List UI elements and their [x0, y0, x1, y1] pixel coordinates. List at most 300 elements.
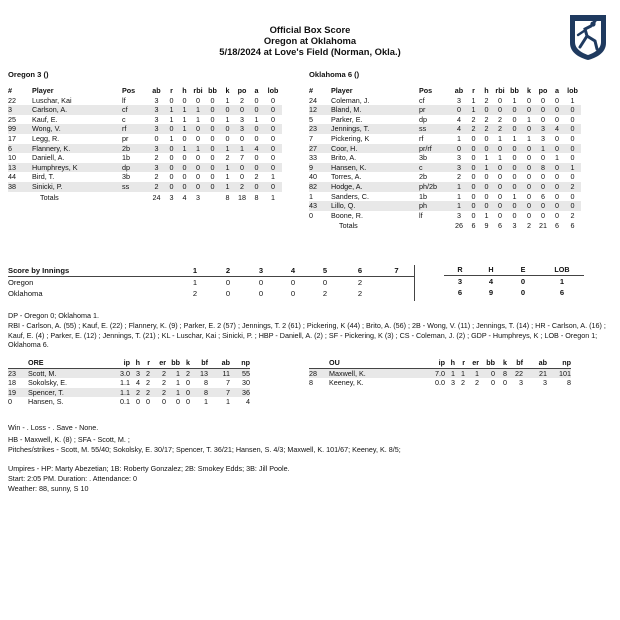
batter-cell: 0 — [451, 105, 467, 115]
batter-cell: 7 — [240, 153, 244, 163]
pitcher-cell: 1 — [455, 368, 465, 378]
column-header: Pos — [419, 86, 433, 95]
batter-cell: 0 — [165, 144, 178, 154]
totals-cell: 3 — [196, 192, 200, 202]
batter-cell: Carlson, A. — [32, 105, 122, 115]
inning-runs — [378, 277, 415, 289]
batter-cell: 0 — [220, 124, 235, 134]
batter-cell: 2 — [457, 172, 461, 182]
batter-cell: 0 — [570, 133, 575, 143]
batter-cell: lf — [122, 95, 126, 105]
batter-cell: 1 — [191, 105, 205, 115]
column-header: po — [237, 86, 247, 95]
batter-cell: 82 — [309, 182, 331, 192]
batter-row — [309, 211, 581, 221]
batter-cell: 0 — [254, 153, 259, 163]
batter-cell: 0 — [225, 133, 230, 143]
batter-cell: Bland, M. — [331, 105, 419, 115]
batter-cell: 44 — [8, 172, 16, 182]
batter-cell: Lillo, Q. — [331, 201, 419, 211]
column-header: # — [8, 86, 12, 95]
batter-cell: 1 — [271, 172, 275, 182]
rhe-value: 9 — [488, 287, 494, 297]
pitcher-row — [8, 368, 250, 378]
batter-cell: 0 — [254, 95, 259, 105]
batter-cell: 1 — [225, 172, 230, 182]
column-header: h — [484, 86, 489, 95]
pitching-team: OU — [329, 358, 415, 368]
batter-cell: 0 — [249, 105, 264, 115]
innings-team: Oregon — [8, 278, 34, 287]
batter-cell: 1 — [254, 114, 259, 124]
totals-cell: 18 — [238, 192, 246, 202]
totals-cell: 3 — [169, 192, 174, 202]
pitcher-cell: 13 — [190, 368, 208, 378]
batter-cell: 23 — [309, 124, 331, 134]
batter-cell: 0 — [564, 124, 581, 134]
column-header: k — [527, 86, 531, 95]
batter-cell: 2 — [235, 182, 249, 192]
batter-cell: 0 — [541, 172, 545, 182]
pitcher-cell: 0.0 — [435, 378, 445, 388]
pitcher-cell: 0 — [491, 378, 495, 388]
batter-cell: 1 — [220, 163, 235, 173]
umpires-line: Umpires - HP: Marty Abezetian; 1B: Roberty Gonzalez; 2B: Smokey Edds; 3B: Jill Poole. — [8, 464, 290, 473]
batter-cell: 3 — [148, 163, 165, 173]
header-title: Official Box Score — [269, 24, 351, 35]
batter-cell: Boone, R. — [331, 210, 363, 220]
batter-cell: 0 — [484, 133, 489, 143]
column-header: bb — [208, 86, 217, 95]
batter-cell: 0 — [165, 163, 178, 173]
batter-cell: 10 — [8, 153, 16, 163]
batter-cell: pr — [122, 133, 129, 143]
batter-cell: 2 — [564, 182, 581, 192]
batter-cell: 1 — [309, 191, 313, 201]
batter-cell: 1 — [484, 210, 489, 220]
batter-cell: 2 — [467, 124, 480, 134]
home-batting-header — [309, 86, 581, 96]
batter-cell: 0 — [522, 105, 536, 115]
batter-cell: 0 — [550, 182, 564, 192]
batter-cell: 1 — [225, 95, 230, 105]
batter-cell: Wong, V. — [32, 124, 122, 134]
batter-cell: 0 — [467, 163, 480, 173]
inning-runs: 0 — [225, 289, 231, 298]
batter-cell: Parker, E. — [331, 114, 363, 124]
batter-cell: 2 — [480, 124, 493, 134]
column-header: rbi — [193, 86, 203, 95]
batter-cell: 0 — [178, 163, 191, 173]
batter-cell: 0 — [541, 95, 545, 105]
batter-cell: 0 — [309, 210, 313, 220]
batter-cell: 0 — [249, 124, 264, 134]
batter-cell: 3 — [154, 114, 159, 124]
pitcher-cell: 2 — [162, 378, 166, 388]
batter-cell: 12 — [309, 105, 331, 115]
batter-row — [309, 96, 581, 106]
pitcher-row — [8, 388, 250, 398]
batter-cell: 2 — [498, 114, 502, 124]
batter-cell: dp — [122, 163, 148, 173]
batter-cell: 1 — [169, 133, 174, 143]
pitcher-row — [8, 378, 250, 388]
rhe-row — [444, 275, 584, 287]
pitcher-cell: Hansen, S. — [28, 397, 64, 407]
batter-cell: 0 — [507, 144, 522, 154]
column-header: rbi — [495, 86, 505, 95]
batter-cell: 2 — [484, 114, 489, 124]
batter-cell: Jennings, T. — [331, 124, 419, 134]
batter-cell: 0 — [178, 182, 191, 192]
batter-cell: 2b — [419, 172, 427, 182]
pitcher-cell: 3.0 — [114, 368, 130, 378]
batter-row — [309, 115, 581, 125]
innings-row — [8, 288, 415, 299]
batter-row — [309, 144, 581, 154]
home-team-title: Oklahoma 6 () — [309, 70, 360, 79]
batter-cell: Coleman, J. — [331, 95, 370, 105]
batter-cell: 1 — [451, 201, 467, 211]
batter-cell: 0 — [471, 133, 476, 143]
home-pitching-header — [309, 358, 571, 368]
pitching-column: er — [150, 358, 166, 368]
batter-cell: 1 — [457, 133, 461, 143]
column-header: # — [309, 86, 313, 95]
pitching-team: ORE — [28, 358, 114, 368]
batter-cell: 3 — [240, 114, 244, 124]
batter-cell: 0 — [205, 144, 220, 154]
pitching-column: er — [465, 358, 479, 368]
batter-cell: 43 — [309, 201, 331, 211]
pitcher-cell: 0 — [176, 397, 180, 407]
batter-cell: 0 — [471, 191, 476, 201]
batter-cell: 1 — [512, 95, 517, 105]
batter-cell: Flannery, K. — [32, 144, 122, 154]
batter-cell: 0 — [555, 210, 559, 220]
batter-row — [8, 115, 282, 125]
column-header: ab — [454, 86, 464, 95]
pitcher-cell: 0 — [503, 378, 507, 388]
pitcher-cell: 28 — [309, 368, 329, 378]
pitcher-cell: 1 — [204, 397, 208, 407]
batter-cell: 0 — [507, 163, 522, 173]
batter-cell: ph/2b — [419, 182, 451, 192]
batting-notes: RBI - Carlson, A. (55) ; Kauf, E. (22) ; Flannery, K. (9) ; Parker, E. 2 (57) ; Jennings, T. 2 (61) ; Pickering, K (44) ; Brito, A. (56) ; 2B - Wong, V. (11) ; Jennings, T. (14) ; HR - Carlson, A. (16) ; Kauf, E. (4) ; Parker, E. (12) ; Jennings, T. (21) ; KL - Luschar, Kai ; Sinicki, P. ; HBP - Daniell, A. (2) ; SF - Pickering, K (3) ; CS - Coleman, J. (2) ; GDP - Humphreys, K ; LOB - Oregon 1; Oklahoma 6. — [8, 321, 606, 350]
pitcher-cell: 3 — [451, 378, 455, 388]
batter-row — [309, 172, 581, 182]
batter-cell: pr — [419, 105, 451, 115]
score-by-innings-table — [8, 265, 415, 299]
batter-cell: 0 — [536, 105, 550, 115]
batter-cell: 0 — [210, 153, 215, 163]
batter-cell: 0 — [169, 153, 174, 163]
batter-cell: 38 — [8, 182, 32, 192]
column-header: lob — [567, 86, 578, 95]
inning-runs: 0 — [322, 278, 328, 287]
batter-cell: 1 — [512, 133, 517, 143]
batter-cell: lf — [419, 210, 423, 220]
batter-cell: 1 — [467, 105, 480, 115]
rhe-value: 6 — [559, 287, 565, 297]
rhe-value: 4 — [488, 276, 494, 286]
batter-cell: 0 — [240, 133, 244, 143]
batter-cell: 0 — [522, 163, 536, 173]
totals-cell: 9 — [484, 221, 489, 231]
batter-cell: 1b — [122, 153, 130, 163]
batter-cell: 0 — [467, 201, 480, 211]
pitcher-cell: 1 — [176, 378, 180, 388]
totals-cell: 4 — [182, 192, 187, 202]
pitching-column: ab — [208, 358, 230, 368]
batter-cell: 3 — [154, 95, 159, 105]
batter-cell: 17 — [8, 133, 16, 143]
batter-cell: 0 — [541, 114, 545, 124]
batter-cell: ph — [419, 201, 451, 211]
inning-runs — [378, 288, 415, 299]
batter-cell: 0 — [498, 95, 502, 105]
inning-runs: 1 — [192, 278, 198, 287]
pitcher-cell: 11 — [208, 368, 230, 378]
pitcher-cell: 1.1 — [114, 388, 130, 398]
batter-cell: 0 — [507, 124, 522, 134]
pitcher-cell: 1 — [226, 397, 230, 407]
pitcher-cell: 0 — [162, 397, 166, 407]
weather-line: Weather: 88, sunny, S 10 — [8, 484, 89, 493]
totals-cell: 6 — [471, 221, 476, 231]
column-header: ab — [152, 86, 161, 95]
decisions-line: Win - . Loss - . Save - None. — [8, 423, 99, 432]
batter-cell: 2 — [484, 95, 489, 105]
batter-cell: 2 — [154, 153, 159, 163]
innings-divider — [414, 265, 415, 301]
header-matchup: Oregon at Oklahoma — [263, 35, 357, 46]
batter-cell: 0 — [536, 182, 550, 192]
pitcher-cell: 3 — [519, 378, 523, 388]
batter-cell: 3 — [148, 124, 165, 134]
batter-cell: 2 — [154, 172, 159, 182]
totals-cell — [309, 220, 331, 231]
batter-cell: 0 — [527, 95, 531, 105]
batter-row — [8, 153, 282, 163]
batter-cell: 0 — [527, 210, 531, 220]
batter-cell: 1b — [419, 191, 427, 201]
batter-cell: 3 — [457, 95, 461, 105]
rhe-column: LOB — [540, 265, 584, 275]
pitching-column: np — [547, 358, 571, 368]
pitcher-cell: 19 — [8, 388, 28, 398]
batter-cell: 0 — [493, 182, 507, 192]
pitcher-cell: 0 — [146, 397, 150, 407]
home-pitching-table — [309, 358, 571, 388]
batter-cell: Sanders, C. — [331, 191, 369, 201]
batter-row — [8, 163, 282, 173]
batter-cell: 0 — [493, 144, 507, 154]
batter-cell: 0 — [210, 114, 215, 124]
pitcher-cell: 8 — [190, 388, 208, 398]
batter-cell: 1 — [527, 133, 531, 143]
pitcher-cell: 2 — [130, 388, 140, 398]
batter-cell: 0 — [527, 153, 531, 163]
totals-cell — [205, 192, 220, 203]
blank-header — [309, 358, 329, 368]
pitcher-cell: 1 — [166, 368, 180, 378]
batter-row — [8, 105, 282, 115]
batter-cell: 0 — [235, 105, 249, 115]
batter-cell: c — [122, 114, 126, 124]
pitcher-cell: 22 — [507, 368, 523, 378]
pitching-column: r — [455, 358, 465, 368]
pitcher-cell: 8 — [204, 378, 208, 388]
totals-cell: Totals — [339, 221, 358, 231]
batter-cell: 3 — [457, 210, 461, 220]
batter-cell: 24 — [309, 95, 317, 105]
batter-cell: 33 — [309, 153, 317, 163]
batter-cell: 0 — [196, 95, 200, 105]
batter-row — [309, 105, 581, 115]
pitcher-cell: 101 — [547, 368, 571, 378]
pitching-column: bb — [166, 358, 180, 368]
batter-cell: 0 — [555, 191, 559, 201]
rhe-column: R — [444, 265, 476, 275]
inning-runs: 0 — [290, 278, 296, 287]
inning-runs: 2 — [357, 278, 363, 287]
batter-cell: 1 — [512, 191, 517, 201]
batter-cell: 0 — [570, 172, 575, 182]
totals-cell: 1 — [271, 192, 275, 202]
totals-cell: 8 — [225, 192, 230, 202]
batter-cell: 0 — [205, 163, 220, 173]
batter-cell: Brito, A. — [331, 153, 357, 163]
column-header: a — [555, 86, 559, 95]
pitcher-cell: 0 — [180, 388, 190, 398]
pitcher-row — [309, 368, 571, 378]
pitching-column: ab — [523, 358, 547, 368]
batter-cell: 0 — [541, 210, 545, 220]
pitching-column: h — [445, 358, 455, 368]
pitcher-cell: 0 — [186, 378, 190, 388]
batter-cell: 0 — [240, 172, 244, 182]
batter-cell: 0 — [249, 182, 264, 192]
batter-cell: 0 — [264, 163, 282, 173]
pitcher-cell: 1 — [445, 368, 455, 378]
column-header: Player — [32, 86, 54, 95]
batter-cell: 0 — [555, 95, 559, 105]
pitcher-cell: 21 — [523, 368, 547, 378]
batter-cell: Torres, A. — [331, 172, 362, 182]
pitcher-cell: 8 — [309, 378, 313, 388]
batter-cell: Bird, T. — [32, 172, 55, 182]
batter-cell: 0 — [210, 133, 215, 143]
pitcher-row — [8, 397, 250, 407]
rhe-column: H — [476, 265, 506, 275]
home-batting-table — [309, 86, 581, 231]
box-score-header — [0, 24, 620, 57]
batter-cell: 2 — [148, 182, 165, 192]
column-header: Player — [331, 86, 353, 95]
pitcher-cell: 1 — [465, 368, 479, 378]
pitching-column: ip — [114, 358, 130, 368]
batter-cell: 0 — [169, 95, 174, 105]
batter-row — [8, 124, 282, 134]
batter-cell: 1 — [484, 153, 489, 163]
inning-runs: 0 — [290, 289, 296, 298]
batter-cell: 0 — [512, 114, 517, 124]
batter-cell: 0 — [555, 133, 559, 143]
pitching-column: bb — [479, 358, 495, 368]
batter-cell: 1 — [220, 182, 235, 192]
batter-cell: Kauf, E. — [32, 114, 58, 124]
batter-cell: rf — [122, 124, 148, 134]
pitcher-cell: 2 — [140, 388, 150, 398]
batter-cell: 0 — [467, 144, 480, 154]
inning-runs: 2 — [357, 289, 363, 298]
rhe-value: 0 — [520, 287, 526, 297]
batter-cell: 1 — [178, 105, 191, 115]
pitcher-cell: 0 — [479, 368, 495, 378]
batter-cell: 0 — [249, 163, 264, 173]
batter-cell: 2 — [254, 172, 259, 182]
batter-cell: 0 — [467, 182, 480, 192]
pitching-column: k — [180, 358, 190, 368]
rhe-value: 6 — [457, 287, 463, 297]
pitcher-cell: 7 — [226, 378, 230, 388]
visitor-team-title: Oregon 3 () — [8, 70, 49, 79]
batter-cell: 1 — [191, 144, 205, 154]
batter-row — [309, 182, 581, 192]
batter-row — [309, 201, 581, 211]
rhe-row — [444, 287, 584, 298]
batter-cell: 1 — [165, 105, 178, 115]
batter-cell: 1 — [471, 95, 476, 105]
batter-cell: 0 — [570, 153, 575, 163]
batter-cell: 0 — [522, 124, 536, 134]
totals-cell: 8 — [254, 192, 259, 202]
batter-cell: 0 — [493, 105, 507, 115]
batter-cell: ss — [419, 124, 451, 134]
batter-cell: 0 — [564, 144, 581, 154]
totals-cell: 6 — [555, 221, 559, 231]
pitcher-cell: 0 — [186, 397, 190, 407]
batter-cell: 0 — [570, 114, 575, 124]
batter-cell: 0 — [555, 114, 559, 124]
batter-cell: 2 — [570, 210, 575, 220]
batter-cell: 0 — [522, 144, 536, 154]
batter-cell: 0 — [471, 172, 476, 182]
batter-cell: 5 — [309, 114, 313, 124]
batter-cell: 3b — [419, 153, 427, 163]
rhe-value: 0 — [520, 276, 526, 286]
batter-cell: 0 — [196, 172, 200, 182]
batter-cell: 0 — [169, 172, 174, 182]
pitcher-cell: 7.0 — [415, 368, 445, 378]
pitching-column: r — [140, 358, 150, 368]
batter-cell: 40 — [309, 172, 317, 182]
batter-row — [309, 134, 581, 144]
batter-cell: 0 — [196, 133, 200, 143]
batter-cell: 2 — [240, 95, 244, 105]
pitching-column: h — [130, 358, 140, 368]
inning-number: 2 — [212, 265, 244, 277]
batter-row — [8, 182, 282, 192]
header-date-venue: 5/18/2024 at Love's Field (Norman, Okla.) — [219, 46, 401, 57]
batter-cell: 1 — [570, 95, 575, 105]
innings-header — [8, 265, 415, 277]
pitching-column: bf — [507, 358, 523, 368]
batter-cell: 3b — [122, 172, 130, 182]
batter-cell: 3 — [536, 124, 550, 134]
pitcher-cell: 2 — [150, 388, 166, 398]
